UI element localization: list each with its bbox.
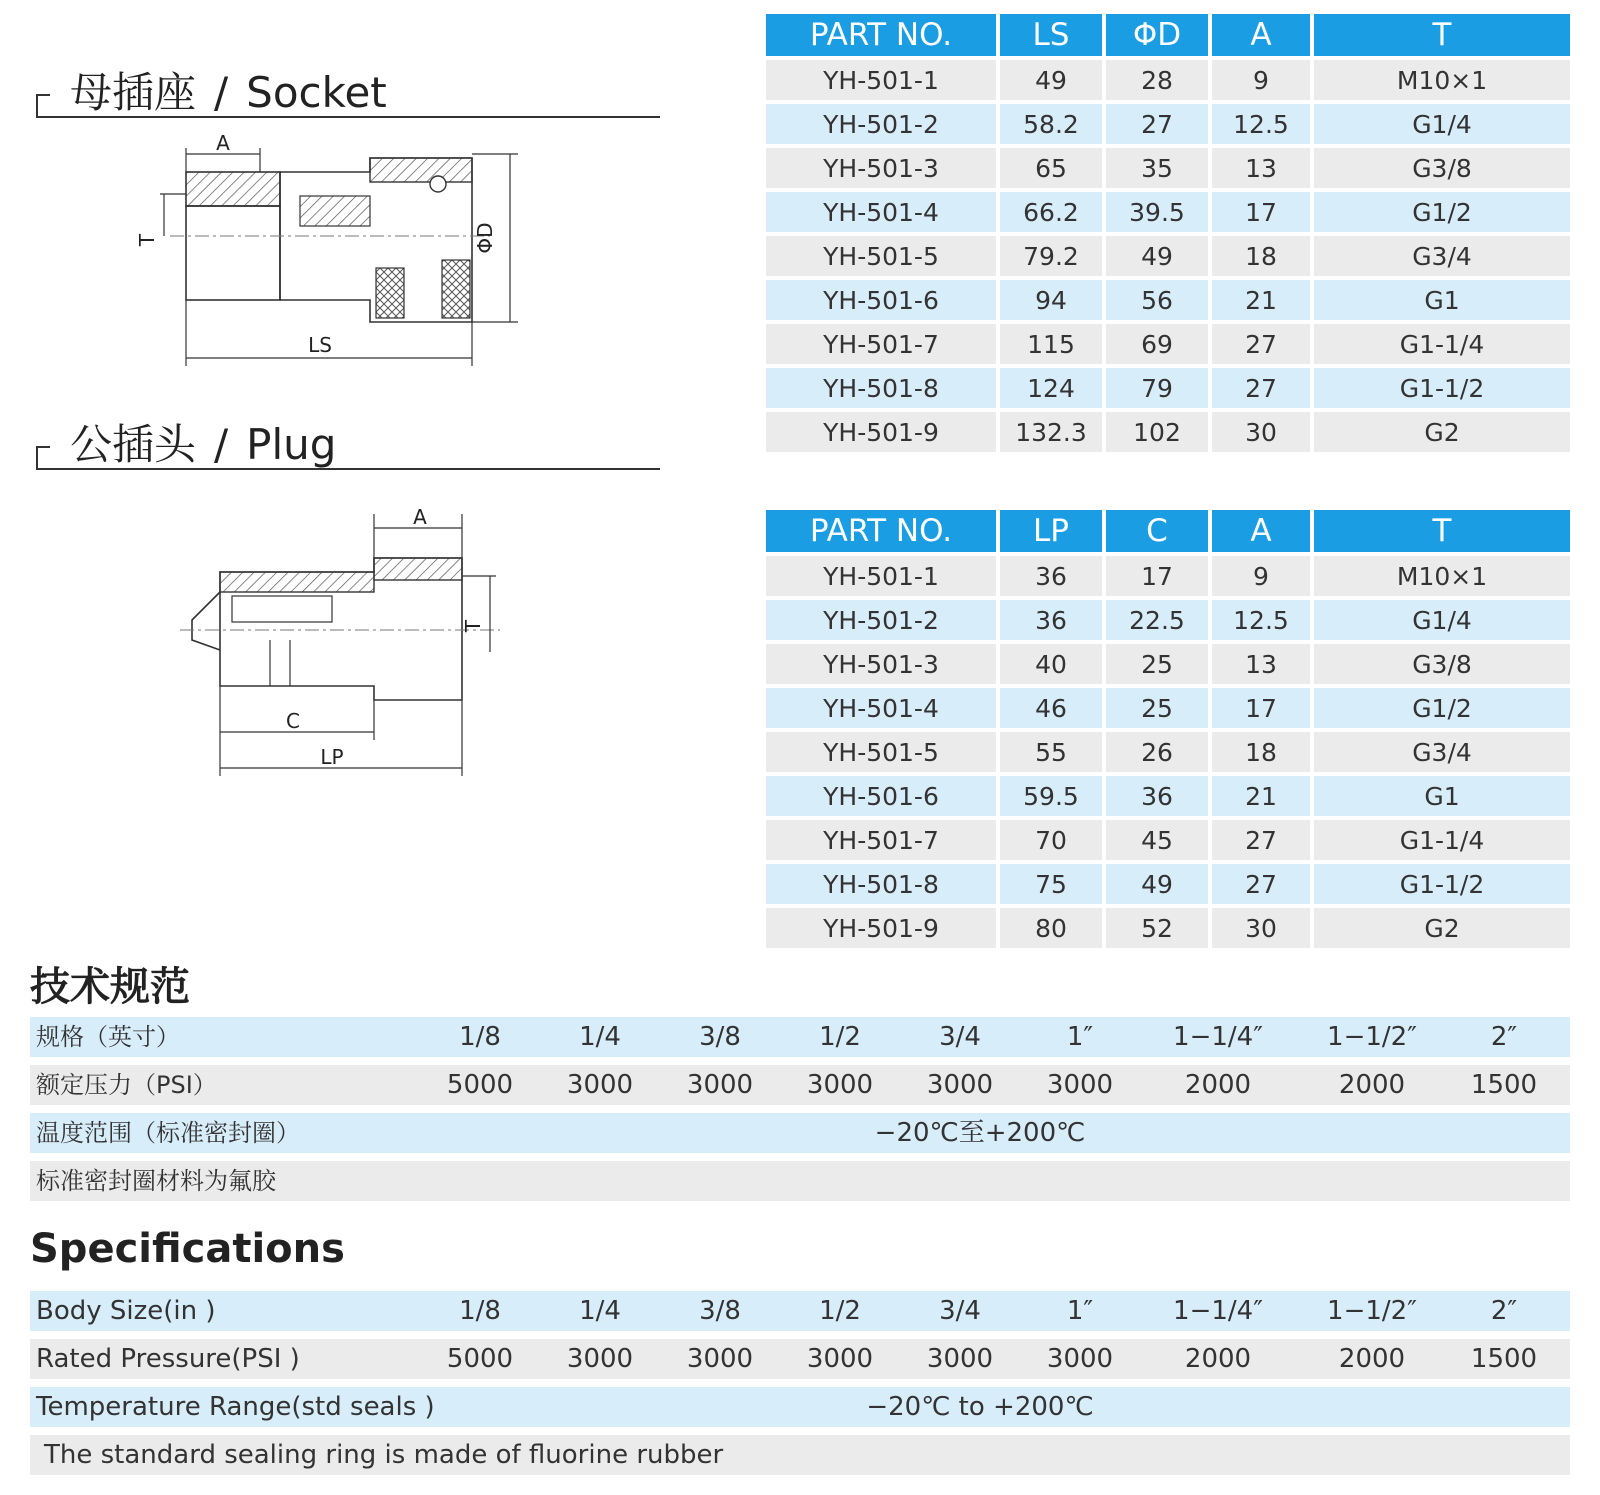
table-row	[766, 60, 1570, 100]
pressure-value: 5000	[446, 1344, 514, 1374]
temp-label: Temperature Range(std seals )	[36, 1392, 435, 1422]
socket-knurl-right	[442, 260, 470, 318]
cell: 12.5	[1212, 104, 1310, 144]
table-header-row	[766, 14, 1570, 56]
table-row	[766, 908, 1570, 948]
cell: YH-501-9	[766, 908, 996, 948]
table-row	[766, 820, 1570, 860]
size-value: 3/4	[939, 1022, 981, 1052]
cell: YH-501-5	[766, 732, 996, 772]
cell: 40	[1000, 644, 1102, 684]
temp-value: −20℃至+200℃	[874, 1118, 1086, 1148]
header-c: C	[1106, 510, 1208, 552]
table-row	[766, 688, 1570, 728]
cell: 46	[1000, 688, 1102, 728]
socket-section-heading	[36, 66, 660, 118]
spec-en-size-row	[30, 1291, 1570, 1331]
cell: 12.5	[1212, 600, 1310, 640]
size-value: 1/2	[819, 1296, 861, 1326]
cell: 25	[1106, 688, 1208, 728]
spec-en-title: Specifications	[30, 1226, 345, 1272]
table-row	[766, 556, 1570, 596]
socket-ball	[430, 176, 446, 192]
table-header-row	[766, 510, 1570, 552]
pressure-value: 3000	[686, 1070, 754, 1100]
cell: YH-501-8	[766, 368, 996, 408]
cell: G1/2	[1314, 688, 1570, 728]
cell: 36	[1000, 600, 1102, 640]
note-text: 标准密封圈材料为氟胶	[36, 1167, 276, 1195]
cell: YH-501-3	[766, 644, 996, 684]
socket-d-label: ΦD	[473, 222, 497, 254]
socket-knurl-left	[376, 268, 404, 318]
temp-value: −20℃ to +200℃	[866, 1392, 1094, 1422]
table-row	[766, 148, 1570, 188]
cell: 39.5	[1106, 192, 1208, 232]
pressure-value: 1500	[1470, 1344, 1538, 1374]
cell: YH-501-4	[766, 688, 996, 728]
socket-valve-section	[300, 196, 370, 226]
cell: 21	[1212, 280, 1310, 320]
cell: G3/8	[1314, 644, 1570, 684]
cell: YH-501-4	[766, 192, 996, 232]
socket-ls-label: LS	[308, 333, 332, 357]
plug-parts-table	[762, 506, 1574, 952]
table-row	[766, 368, 1570, 408]
table-row	[766, 236, 1570, 276]
cell: 30	[1212, 908, 1310, 948]
cell: 25	[1106, 644, 1208, 684]
plug-lp-label: LP	[320, 745, 344, 769]
cell: 27	[1212, 368, 1310, 408]
cell: 49	[1000, 60, 1102, 100]
socket-a-label: A	[216, 131, 230, 155]
cell: YH-501-6	[766, 776, 996, 816]
cell: 52	[1106, 908, 1208, 948]
size-value: 2″	[1490, 1296, 1518, 1326]
socket-body-lower	[186, 206, 280, 300]
size-value: 1/8	[459, 1022, 501, 1052]
plug-valve	[232, 596, 332, 622]
size-value: 1−1/2″	[1327, 1296, 1417, 1326]
pressure-value: 1500	[1470, 1070, 1538, 1100]
size-value: 3/8	[699, 1022, 741, 1052]
size-value: 1″	[1066, 1022, 1094, 1052]
cell: 30	[1212, 412, 1310, 452]
table-row	[766, 732, 1570, 772]
plug-a-label: A	[413, 505, 427, 529]
cell: 124	[1000, 368, 1102, 408]
header-part-no: PART NO.	[766, 510, 996, 552]
cell: YH-501-9	[766, 412, 996, 452]
table-row	[766, 776, 1570, 816]
cell: G1-1/4	[1314, 820, 1570, 860]
header-a: A	[1212, 510, 1310, 552]
socket-diagram	[135, 131, 540, 380]
cell: 27	[1212, 820, 1310, 860]
cell: 13	[1212, 148, 1310, 188]
cell: 59.5	[1000, 776, 1102, 816]
size-value: 1″	[1066, 1296, 1094, 1326]
cell: 26	[1106, 732, 1208, 772]
size-value: 2″	[1490, 1022, 1518, 1052]
size-value: 1−1/2″	[1327, 1022, 1417, 1052]
cell: 27	[1106, 104, 1208, 144]
plug-t-label: T	[461, 619, 485, 633]
table-row	[766, 864, 1570, 904]
plug-title-en: Plug	[246, 420, 337, 469]
title-separator: /	[214, 68, 229, 117]
size-value: 3/8	[699, 1296, 741, 1326]
cell: G1-1/4	[1314, 324, 1570, 364]
cell: 36	[1106, 776, 1208, 816]
cell: 36	[1000, 556, 1102, 596]
table-row	[766, 644, 1570, 684]
pressure-value: 3000	[566, 1344, 634, 1374]
socket-title-en: Socket	[246, 68, 387, 117]
header-t: T	[1314, 14, 1570, 56]
table-row	[766, 324, 1570, 364]
cell: 69	[1106, 324, 1208, 364]
size-value: 1/2	[819, 1022, 861, 1052]
pressure-value: 2000	[1338, 1344, 1406, 1374]
cell: G1	[1314, 776, 1570, 816]
size-value: 1−1/4″	[1173, 1296, 1263, 1326]
pressure-value: 3000	[1046, 1344, 1114, 1374]
cell: 115	[1000, 324, 1102, 364]
pressure-value: 3000	[566, 1070, 634, 1100]
pressure-label: Rated Pressure(PSI )	[36, 1344, 300, 1374]
header-t: T	[1314, 510, 1570, 552]
pressure-value: 3000	[926, 1344, 994, 1374]
plug-body-section	[220, 572, 374, 592]
socket-t-label: T	[135, 233, 159, 247]
cell: 21	[1212, 776, 1310, 816]
cell: M10×1	[1314, 60, 1570, 100]
plug-c-label: C	[286, 709, 300, 733]
cell: 79.2	[1000, 236, 1102, 276]
socket-parts-table	[762, 10, 1574, 456]
cell: G3/8	[1314, 148, 1570, 188]
cell: 45	[1106, 820, 1208, 860]
size-label: Body Size(in )	[36, 1296, 216, 1326]
pressure-value: 3000	[1046, 1070, 1114, 1100]
socket-title	[70, 70, 387, 116]
cell: 13	[1212, 644, 1310, 684]
plug-nose	[192, 592, 220, 650]
socket-title-cn: 母插座	[70, 68, 197, 117]
cell: 9	[1212, 556, 1310, 596]
cell: 70	[1000, 820, 1102, 860]
cell: G3/4	[1314, 732, 1570, 772]
cell: 18	[1212, 732, 1310, 772]
cell: 132.3	[1000, 412, 1102, 452]
cell: 102	[1106, 412, 1208, 452]
spec-en-pressure-row	[30, 1339, 1570, 1379]
pressure-value: 3000	[686, 1344, 754, 1374]
table-row	[766, 192, 1570, 232]
spec-cn-pressure-row	[30, 1065, 1570, 1105]
cell: 75	[1000, 864, 1102, 904]
heading-bracket	[36, 94, 50, 118]
header-ls: LS	[1000, 14, 1102, 56]
table-row	[766, 600, 1570, 640]
title-separator: /	[214, 420, 229, 469]
cell: 49	[1106, 236, 1208, 276]
cell: 80	[1000, 908, 1102, 948]
cell: 94	[1000, 280, 1102, 320]
plug-section-heading	[36, 418, 660, 470]
table-row	[766, 104, 1570, 144]
cell: G1/4	[1314, 104, 1570, 144]
size-value: 1/4	[579, 1022, 621, 1052]
cell: YH-501-5	[766, 236, 996, 276]
cell: 79	[1106, 368, 1208, 408]
cell: YH-501-8	[766, 864, 996, 904]
heading-bracket	[36, 446, 50, 470]
cell: 17	[1212, 688, 1310, 728]
cell: 66.2	[1000, 192, 1102, 232]
cell: 56	[1106, 280, 1208, 320]
cell: 65	[1000, 148, 1102, 188]
cell: G1-1/2	[1314, 864, 1570, 904]
plug-title	[70, 422, 336, 468]
size-value: 1/4	[579, 1296, 621, 1326]
size-value: 1/8	[459, 1296, 501, 1326]
cell: G2	[1314, 908, 1570, 948]
cell: G1	[1314, 280, 1570, 320]
pressure-value: 2000	[1184, 1070, 1252, 1100]
plug-title-cn: 公插头	[70, 420, 197, 469]
cell: 18	[1212, 236, 1310, 276]
header-part-no: PART NO.	[766, 14, 996, 56]
cell: G1-1/2	[1314, 368, 1570, 408]
cell: 22.5	[1106, 600, 1208, 640]
socket-sleeve-section	[370, 158, 472, 182]
pressure-label: 额定压力（PSI）	[36, 1071, 217, 1099]
cell: YH-501-3	[766, 148, 996, 188]
cell: YH-501-7	[766, 324, 996, 364]
socket-body-section	[186, 172, 280, 206]
cell: YH-501-2	[766, 600, 996, 640]
plug-diagram	[180, 505, 520, 800]
pressure-value: 3000	[806, 1070, 874, 1100]
table-row	[766, 412, 1570, 452]
cell: 35	[1106, 148, 1208, 188]
cell: 27	[1212, 324, 1310, 364]
spec-cn-temp-row	[30, 1113, 1570, 1153]
cell: 17	[1106, 556, 1208, 596]
cell: G3/4	[1314, 236, 1570, 276]
pressure-value: 5000	[446, 1070, 514, 1100]
temp-label: 温度范围（标准密封圈）	[36, 1119, 300, 1147]
cell: 28	[1106, 60, 1208, 100]
spec-cn-note-row	[30, 1161, 1570, 1201]
size-label: 规格（英寸）	[36, 1023, 180, 1051]
size-value: 1−1/4″	[1173, 1022, 1263, 1052]
spec-cn-title: 技术规范	[30, 964, 190, 1010]
cell: YH-501-2	[766, 104, 996, 144]
cell: 27	[1212, 864, 1310, 904]
cell: G1/2	[1314, 192, 1570, 232]
header-a: A	[1212, 14, 1310, 56]
cell: YH-501-7	[766, 820, 996, 860]
cell: YH-501-1	[766, 60, 996, 100]
cell: YH-501-6	[766, 280, 996, 320]
cell: 58.2	[1000, 104, 1102, 144]
spec-en-note-row	[30, 1435, 1570, 1475]
cell: 9	[1212, 60, 1310, 100]
note-text: The standard sealing ring is made of fluorine rubber	[44, 1440, 724, 1470]
header-lp: LP	[1000, 510, 1102, 552]
size-value: 3/4	[939, 1296, 981, 1326]
pressure-value: 3000	[926, 1070, 994, 1100]
pressure-value: 2000	[1184, 1344, 1252, 1374]
cell: M10×1	[1314, 556, 1570, 596]
table-row	[766, 280, 1570, 320]
plug-hex-section	[374, 558, 462, 580]
header-d: ΦD	[1106, 14, 1208, 56]
cell: 49	[1106, 864, 1208, 904]
pressure-value: 2000	[1338, 1070, 1406, 1100]
spec-en-temp-row	[30, 1387, 1570, 1427]
cell: G2	[1314, 412, 1570, 452]
pressure-value: 3000	[806, 1344, 874, 1374]
spec-cn-size-row	[30, 1017, 1570, 1057]
cell: YH-501-1	[766, 556, 996, 596]
cell: 17	[1212, 192, 1310, 232]
cell: 55	[1000, 732, 1102, 772]
cell: G1/4	[1314, 600, 1570, 640]
